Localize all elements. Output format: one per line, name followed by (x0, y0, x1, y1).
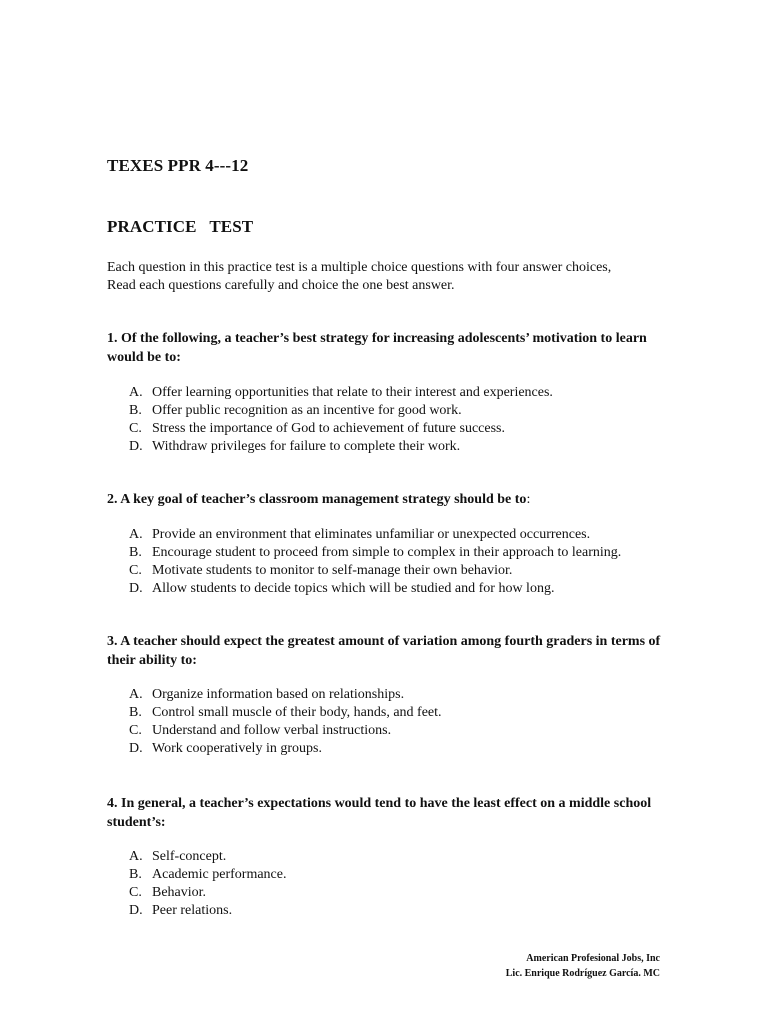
option-letter: C. (129, 723, 142, 738)
option-letter: D. (129, 903, 143, 918)
answer-option[interactable] (107, 420, 667, 438)
answer-option[interactable] (107, 544, 667, 562)
option-letter: C. (129, 421, 142, 436)
document-title: TEXES PPR 4---12 (107, 156, 249, 175)
option-text: Work cooperatively in groups. (152, 741, 322, 756)
option-text: Stress the importance of God to achievement of future success. (152, 421, 506, 436)
question-4-text: 4. In general, a teacher’s expectations would tend to have the least effect on a middle school student’s: (107, 796, 652, 830)
option-letter: D. (129, 741, 143, 756)
question-1-text: 1. Of the following, a teacher’s best strategy for increasing adolescents’ motivation to learn would be to: (107, 331, 647, 365)
option-letter: B. (129, 545, 142, 560)
question-2 (107, 490, 667, 598)
question-4 (107, 794, 667, 920)
answer-option[interactable] (107, 562, 667, 580)
option-letter: C. (129, 563, 142, 578)
option-text: Organize information based on relationships. (152, 687, 405, 702)
answer-option[interactable] (107, 884, 667, 902)
question-3 (107, 632, 667, 758)
option-letter: A. (129, 687, 143, 702)
answer-options (107, 848, 667, 920)
option-text: Understand and follow verbal instructions. (152, 723, 392, 738)
option-letter: B. (129, 705, 142, 720)
answer-options (107, 526, 667, 598)
option-letter: D. (129, 439, 143, 454)
option-letter: A. (129, 385, 143, 400)
option-text: Offer public recognition as an incentive for good work. (152, 403, 462, 418)
option-letter: C. (129, 885, 142, 900)
answer-option[interactable] (107, 722, 667, 740)
question-1 (107, 329, 667, 456)
option-text: Offer learning opportunities that relate to their interest and experiences. (152, 385, 553, 400)
answer-option[interactable] (107, 704, 667, 722)
option-text: Provide an environment that eliminates unfamiliar or unexpected occurrences. (152, 527, 591, 542)
document-subtitle: PRACTICE TEST (107, 217, 254, 236)
option-text: Academic performance. (152, 867, 287, 882)
answer-option[interactable] (107, 740, 667, 758)
answer-option[interactable] (107, 384, 667, 402)
option-letter: B. (129, 867, 142, 882)
option-text: Peer relations. (152, 903, 233, 918)
intro-line-2: Read each questions carefully and choice the one best answer. (107, 278, 455, 293)
page-footer (506, 951, 660, 981)
option-letter: B. (129, 403, 142, 418)
question-2-suffix: : (526, 492, 531, 507)
answer-option[interactable] (107, 526, 667, 544)
answer-options (107, 686, 667, 758)
option-text: Withdraw privileges for failure to complete their work. (152, 439, 461, 454)
footer-author: Lic. Enrique Rodríguez García. MC (505, 968, 660, 979)
option-letter: A. (129, 849, 143, 864)
option-text: Self-concept. (152, 849, 227, 864)
question-text (107, 329, 667, 367)
intro-line-1: Each question in this practice test is a multiple choice questions with four answer choices, (107, 260, 612, 275)
option-text: Behavior. (152, 885, 207, 900)
option-letter: D. (129, 581, 143, 596)
option-text: Control small muscle of their body, hands, and feet. (152, 705, 442, 720)
answer-option[interactable] (107, 580, 667, 598)
question-text (107, 632, 667, 670)
answer-option[interactable] (107, 402, 667, 420)
option-text: Motivate students to monitor to self-manage their own behavior. (152, 563, 513, 578)
option-text: Allow students to decide topics which will be studied and for how long. (152, 581, 555, 596)
footer-company: American Profesional Jobs, Inc (526, 953, 660, 964)
intro-paragraph (107, 259, 667, 295)
answer-option[interactable] (107, 866, 667, 884)
question-2-text: 2. A key goal of teacher’s classroom management strategy should be to (107, 492, 527, 507)
option-letter: A. (129, 527, 143, 542)
question-text (107, 794, 667, 832)
answer-options (107, 384, 667, 456)
question-text (107, 490, 667, 509)
answer-option[interactable] (107, 438, 667, 456)
question-3-text: 3. A teacher should expect the greatest amount of variation among fourth graders in terms of their ability to: (107, 634, 661, 668)
answer-option[interactable] (107, 686, 667, 704)
answer-option[interactable] (107, 848, 667, 866)
option-text: Encourage student to proceed from simple to complex in their approach to learning. (152, 545, 622, 560)
answer-option[interactable] (107, 902, 667, 920)
